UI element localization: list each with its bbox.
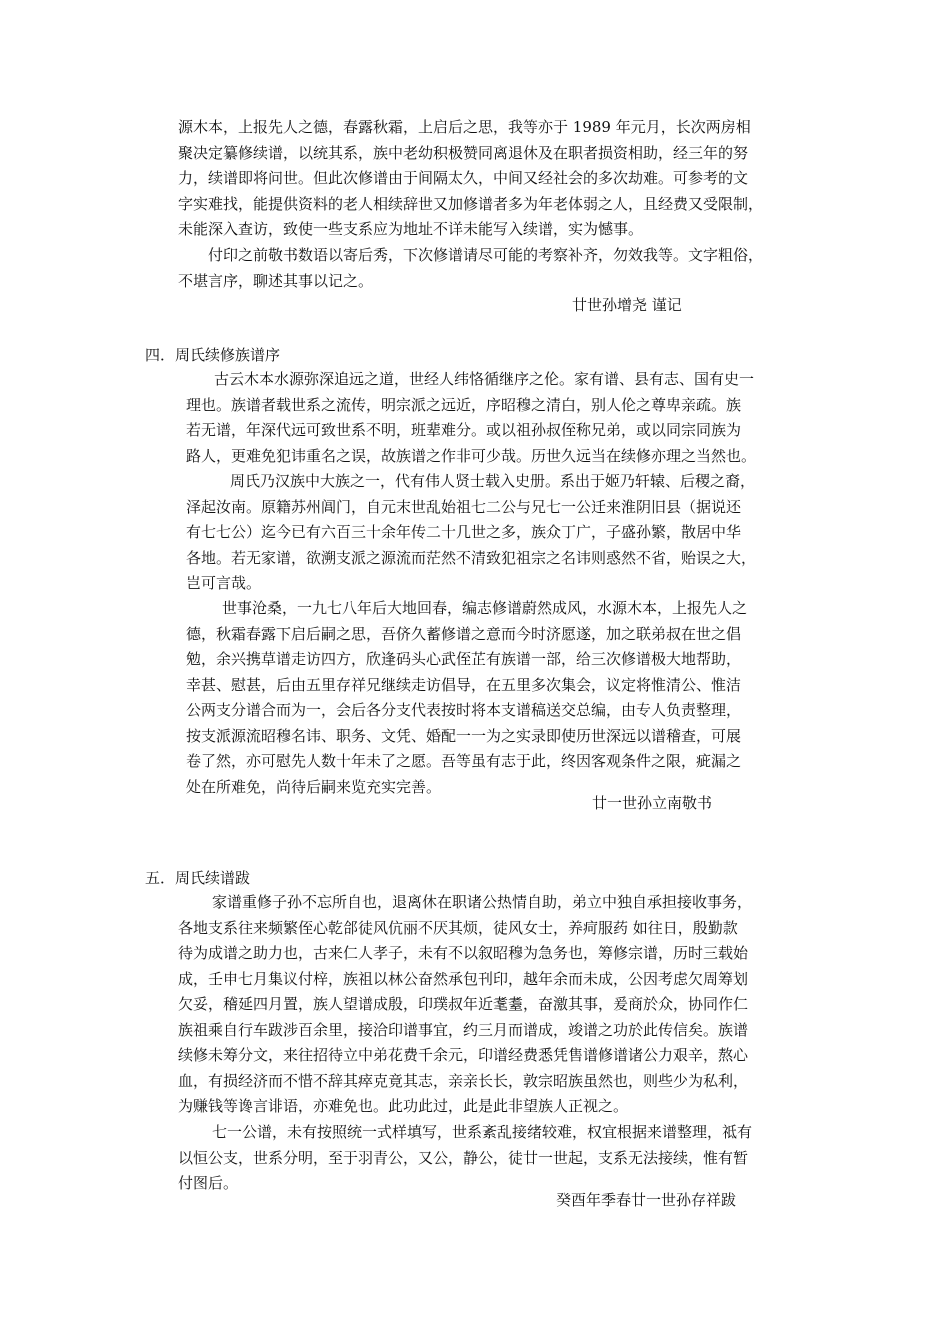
text-line: 付图后。 — [178, 1174, 239, 1192]
section5-signature: 癸酉年季春廿一世孙存祥跋 — [556, 1191, 737, 1209]
text-line: 待为成谱之助力也，古来仁人孝子，未有不以叙昭穆为急务也，筹修宗谱，历时三载始 — [178, 944, 749, 962]
text-line: 泽起汝南。原籍苏州阊门，自元末世乱始祖七二公与兄七一公迁来淮阴旧县（据说还 — [186, 497, 742, 516]
section4-signature: 廿一世孙立南敬书 — [592, 794, 713, 812]
text-line: 按支派源流昭穆名讳、职务、文凭、婚配一一为之实录即使历世深远以谱稽查，可展 — [186, 726, 742, 745]
text-line: 理也。族谱者载世系之流传，明宗派之远近，序昭穆之清白，别人伦之尊卑亲疏。族 — [186, 395, 742, 414]
text-line: 血，有损经济而不惜不辞其瘁克竟其志，亲亲长长，敦宗昭族虽然也，则些少为私利， — [178, 1071, 749, 1090]
text-line: 续修未筹分文，来往招待立中弟花费千余元，印谱经费悉凭售谱修谱诸公力艰辛，熬心 — [178, 1046, 749, 1064]
text-line: 公两支分谱合而为一，会后各分支代表按时将本支谱稿送交总编，由专人负责整理， — [186, 701, 742, 719]
text-line: 家谱重修子孙不忘所自也，退离休在职诸公热情自助，弟立中独自承担接收事务， — [212, 893, 753, 911]
text-line: 卷了然，亦可慰先人数十年未了之愿。吾等虽有志于此，终因客观条件之限，疵漏之 — [186, 752, 742, 770]
text-line: 岂可言哉。 — [186, 574, 262, 592]
text-line: 勉，余兴携草谱走访四方，欣逢码头心武侄芷有族谱一部，给三次修谱极大地帮助， — [186, 650, 742, 668]
section5-paragraph-1 — [178, 890, 810, 1120]
text-line: 为赚钱等谗言诽语，亦难免也。此功此过，此是此非望族人正视之。 — [178, 1097, 629, 1115]
section3-paragraph-1 — [178, 115, 810, 243]
text-line: 未能深入查访，致使一些支系应为地址不详未能写入续谱，实为憾事。 — [178, 220, 644, 238]
text-line: 各地支系往来频繁侄心乾郃徒风伉丽不厌其烦，徒风女士，养疴服药 如往日，殷勤款 — [178, 918, 738, 937]
text-line: 以恒公支，世系分明，至于羽青公，又公，静公，徒廿一世起，支系无法接续，惟有暂 — [178, 1148, 749, 1167]
text-line: 不堪言序，聊述其事以记之。 — [178, 271, 374, 290]
text-line: 有七七公）迄今已有六百三十余年传二十几世之多，族众丁广，子盛孙繁，散居中华 — [186, 523, 742, 541]
section4-paragraph-1 — [186, 367, 810, 469]
text-line: 成，壬申七月集议付梓，族祖以林公奋然承包刊印，越年余而未成，公因考虑欠周筹划 — [178, 969, 749, 988]
text-line: 世事沧桑，一九七八年后大地回春，编志修谱蔚然成风，水源木本，上报先人之 — [222, 599, 748, 617]
text-line: 欠妥，稽延四月置，族人望谱成殷，印璞叔年近耄耋，奋激其事，爰商於众，协同作仁 — [178, 995, 749, 1013]
text-line: 源木本，上报先人之德，春露秋霜，上启后之思，我等亦于 1989 年元月，长次两房相 — [178, 118, 751, 136]
section5-paragraph-2 — [178, 1120, 810, 1197]
section4-heading: 四．周氏续修族谱序 — [145, 346, 281, 364]
text-line: 各地。若无家谱，欲溯支派之源流而茫然不清致犯祖宗之名讳则惑然不省，贻误之大， — [186, 548, 757, 567]
section3-signature: 廿世孙增尧 谨记 — [572, 296, 682, 314]
text-line: 处在所难免，尚待后嗣来览充实完善。 — [186, 777, 442, 796]
text-line: 幸甚、慰甚，后由五里存祥兄继续走访倡导，在五里多次集会，议定将惟清公、惟洁 — [186, 675, 742, 694]
text-line: 古云木本水源弥深追远之道，世经人纬恪循继序之伦。家有谱、县有志、国有史一 — [214, 370, 755, 388]
section3-paragraph-2 — [178, 243, 810, 294]
text-line: 族祖乘自行车跋涉百余里，接洽印谱事宜，约三月而谱成，竣谱之功於此传信矣。族谱 — [178, 1020, 749, 1039]
text-line: 聚决定纂修续谱，以统其系，族中老幼积极赞同离退休及在职者损资相助，经三年的努 — [178, 143, 749, 162]
section4-paragraph-2 — [186, 469, 810, 597]
text-line: 力，续谱即将问世。但此次修谱由于间隔太久，中间又经社会的多次劫难。可参考的文 — [178, 169, 749, 187]
text-line: 周氏乃汉族中大族之一，代有伟人贤士载入史册。系出于姬乃轩辕、后稷之裔， — [230, 472, 756, 490]
section4-paragraph-3 — [186, 596, 810, 800]
text-line: 七一公谱，未有按照统一式样填写，世系紊乱接绪较难，权宜根据来谱整理，祗有 — [212, 1123, 753, 1141]
text-line: 字实难找，能提供资料的老人相续辞世又加修谱者多为年老体弱之人，且经费又受限制， — [178, 194, 764, 213]
text-line: 付印之前敬书数语以寄后秀，下次修谱请尽可能的考察补齐，勿效我等。文字粗俗， — [208, 246, 764, 264]
section5-heading: 五．周氏续谱跋 — [145, 869, 251, 887]
text-line: 若无谱，年深代远可致世系不明，班辈难分。或以祖孙叔侄称兄弟，或以同宗同族为 — [186, 421, 742, 439]
text-line: 德，秋霜春露下启后嗣之思，吾侪久蓄修谱之意而今时济愿遂，加之联弟叔在世之倡 — [186, 624, 742, 643]
text-line: 路人，更难免犯讳重名之误，故族谱之作非可少哉。历世久远当在续修亦理之当然也。 — [186, 446, 757, 465]
